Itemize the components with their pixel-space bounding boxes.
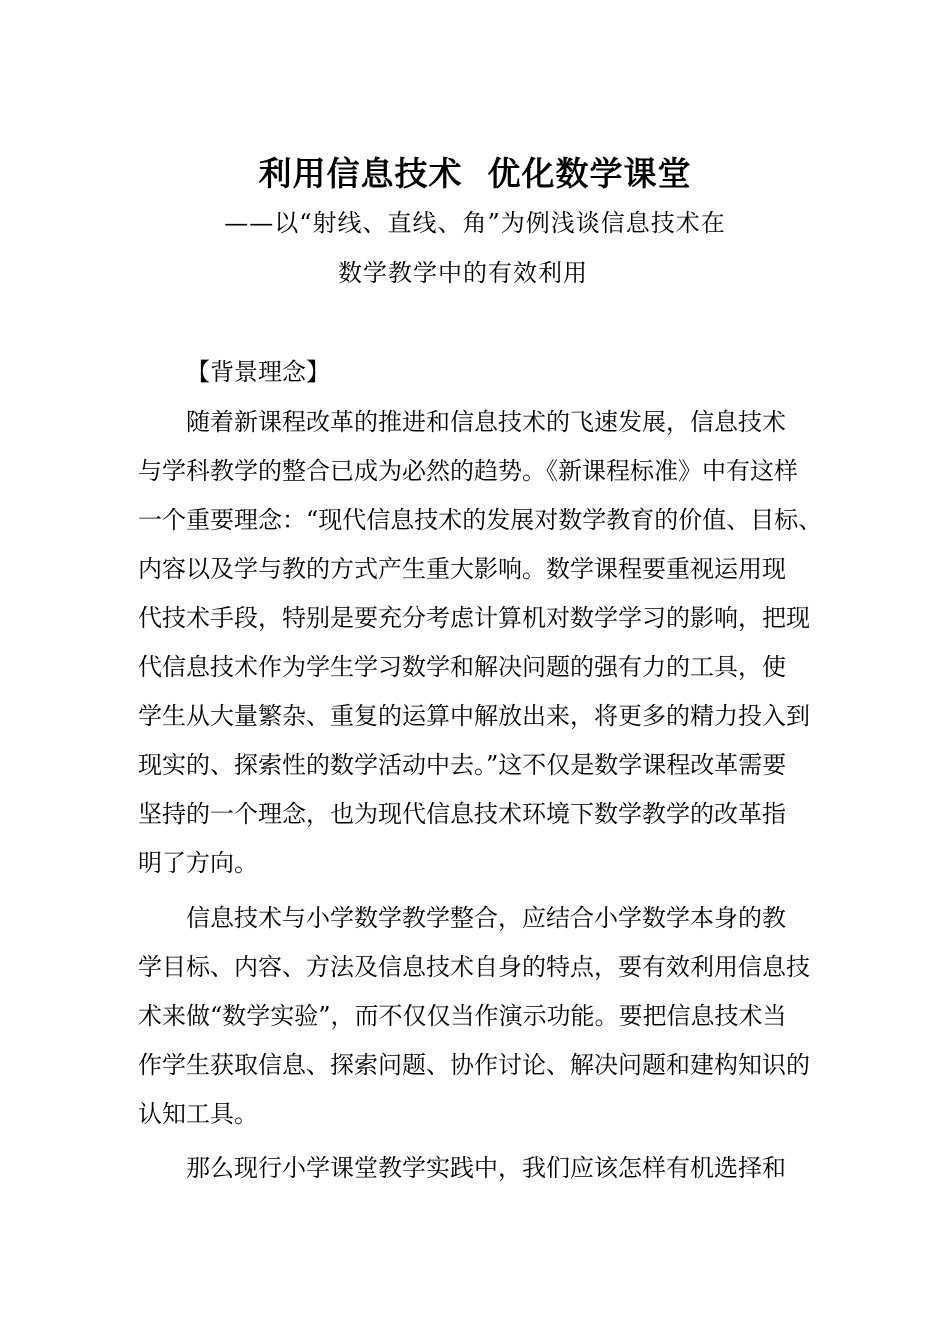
paragraph-line: 作学生获取信息、探索问题、协作讨论、解决问题和建构知识的: [138, 1051, 810, 1079]
paragraph-2: [138, 894, 858, 1139]
section-heading: 【背景理念】: [186, 358, 330, 386]
paragraph-line: 术来做“数学实验”，而不仅仅当作演示功能。要把信息技术当: [138, 1002, 787, 1030]
paragraph-3: [138, 1144, 858, 1193]
paragraph-line: 代技术手段，特别是要充分考虑计算机对数学学习的影响，把现: [138, 604, 810, 632]
paragraph-line: 信息技术与小学数学教学整合，应结合小学数学本身的教: [186, 904, 786, 932]
paragraph-line: 学目标、内容、方法及信息技术自身的特点，要有效利用信息技: [138, 953, 810, 981]
paragraph-line: 内容以及学与教的方式产生重大影响。数学课程要重视运用现: [138, 555, 786, 583]
paragraph-line: 与学科教学的整合已成为必然的趋势。《新课程标准》中有这样: [138, 457, 798, 485]
document-title: 利用信息技术 优化数学课堂: [258, 154, 692, 193]
paragraph-1: [138, 398, 858, 888]
paragraph-line: 一个重要理念：“现代信息技术的发展对数学教育的价值、目标、: [138, 506, 823, 534]
paragraph-line: 代信息技术作为学生学习数学和解决问题的强有力的工具，使: [138, 653, 786, 681]
paragraph-line: 现实的、探索性的数学活动中去。”这不仅是数学课程改革需要: [138, 751, 787, 779]
paragraph-line: 那么现行小学课堂教学实践中，我们应该怎样有机选择和: [186, 1154, 786, 1182]
paragraph-line: 坚持的一个理念，也为现代信息技术环境下数学教学的改革指: [138, 800, 786, 828]
paragraph-line: 明了方向。: [138, 849, 258, 877]
paragraph-line: 认知工具。: [138, 1100, 258, 1128]
document-subtitle-line-1: ——以“射线、直线、角”为例浅谈信息技术在: [224, 209, 726, 237]
paragraph-line: 学生从大量繁杂、重复的运算中解放出来，将更多的精力投入到: [138, 702, 810, 730]
document-subtitle-line-2: 数学教学中的有效利用: [338, 259, 588, 287]
paragraph-line: 随着新课程改革的推进和信息技术的飞速发展，信息技术: [186, 408, 786, 436]
